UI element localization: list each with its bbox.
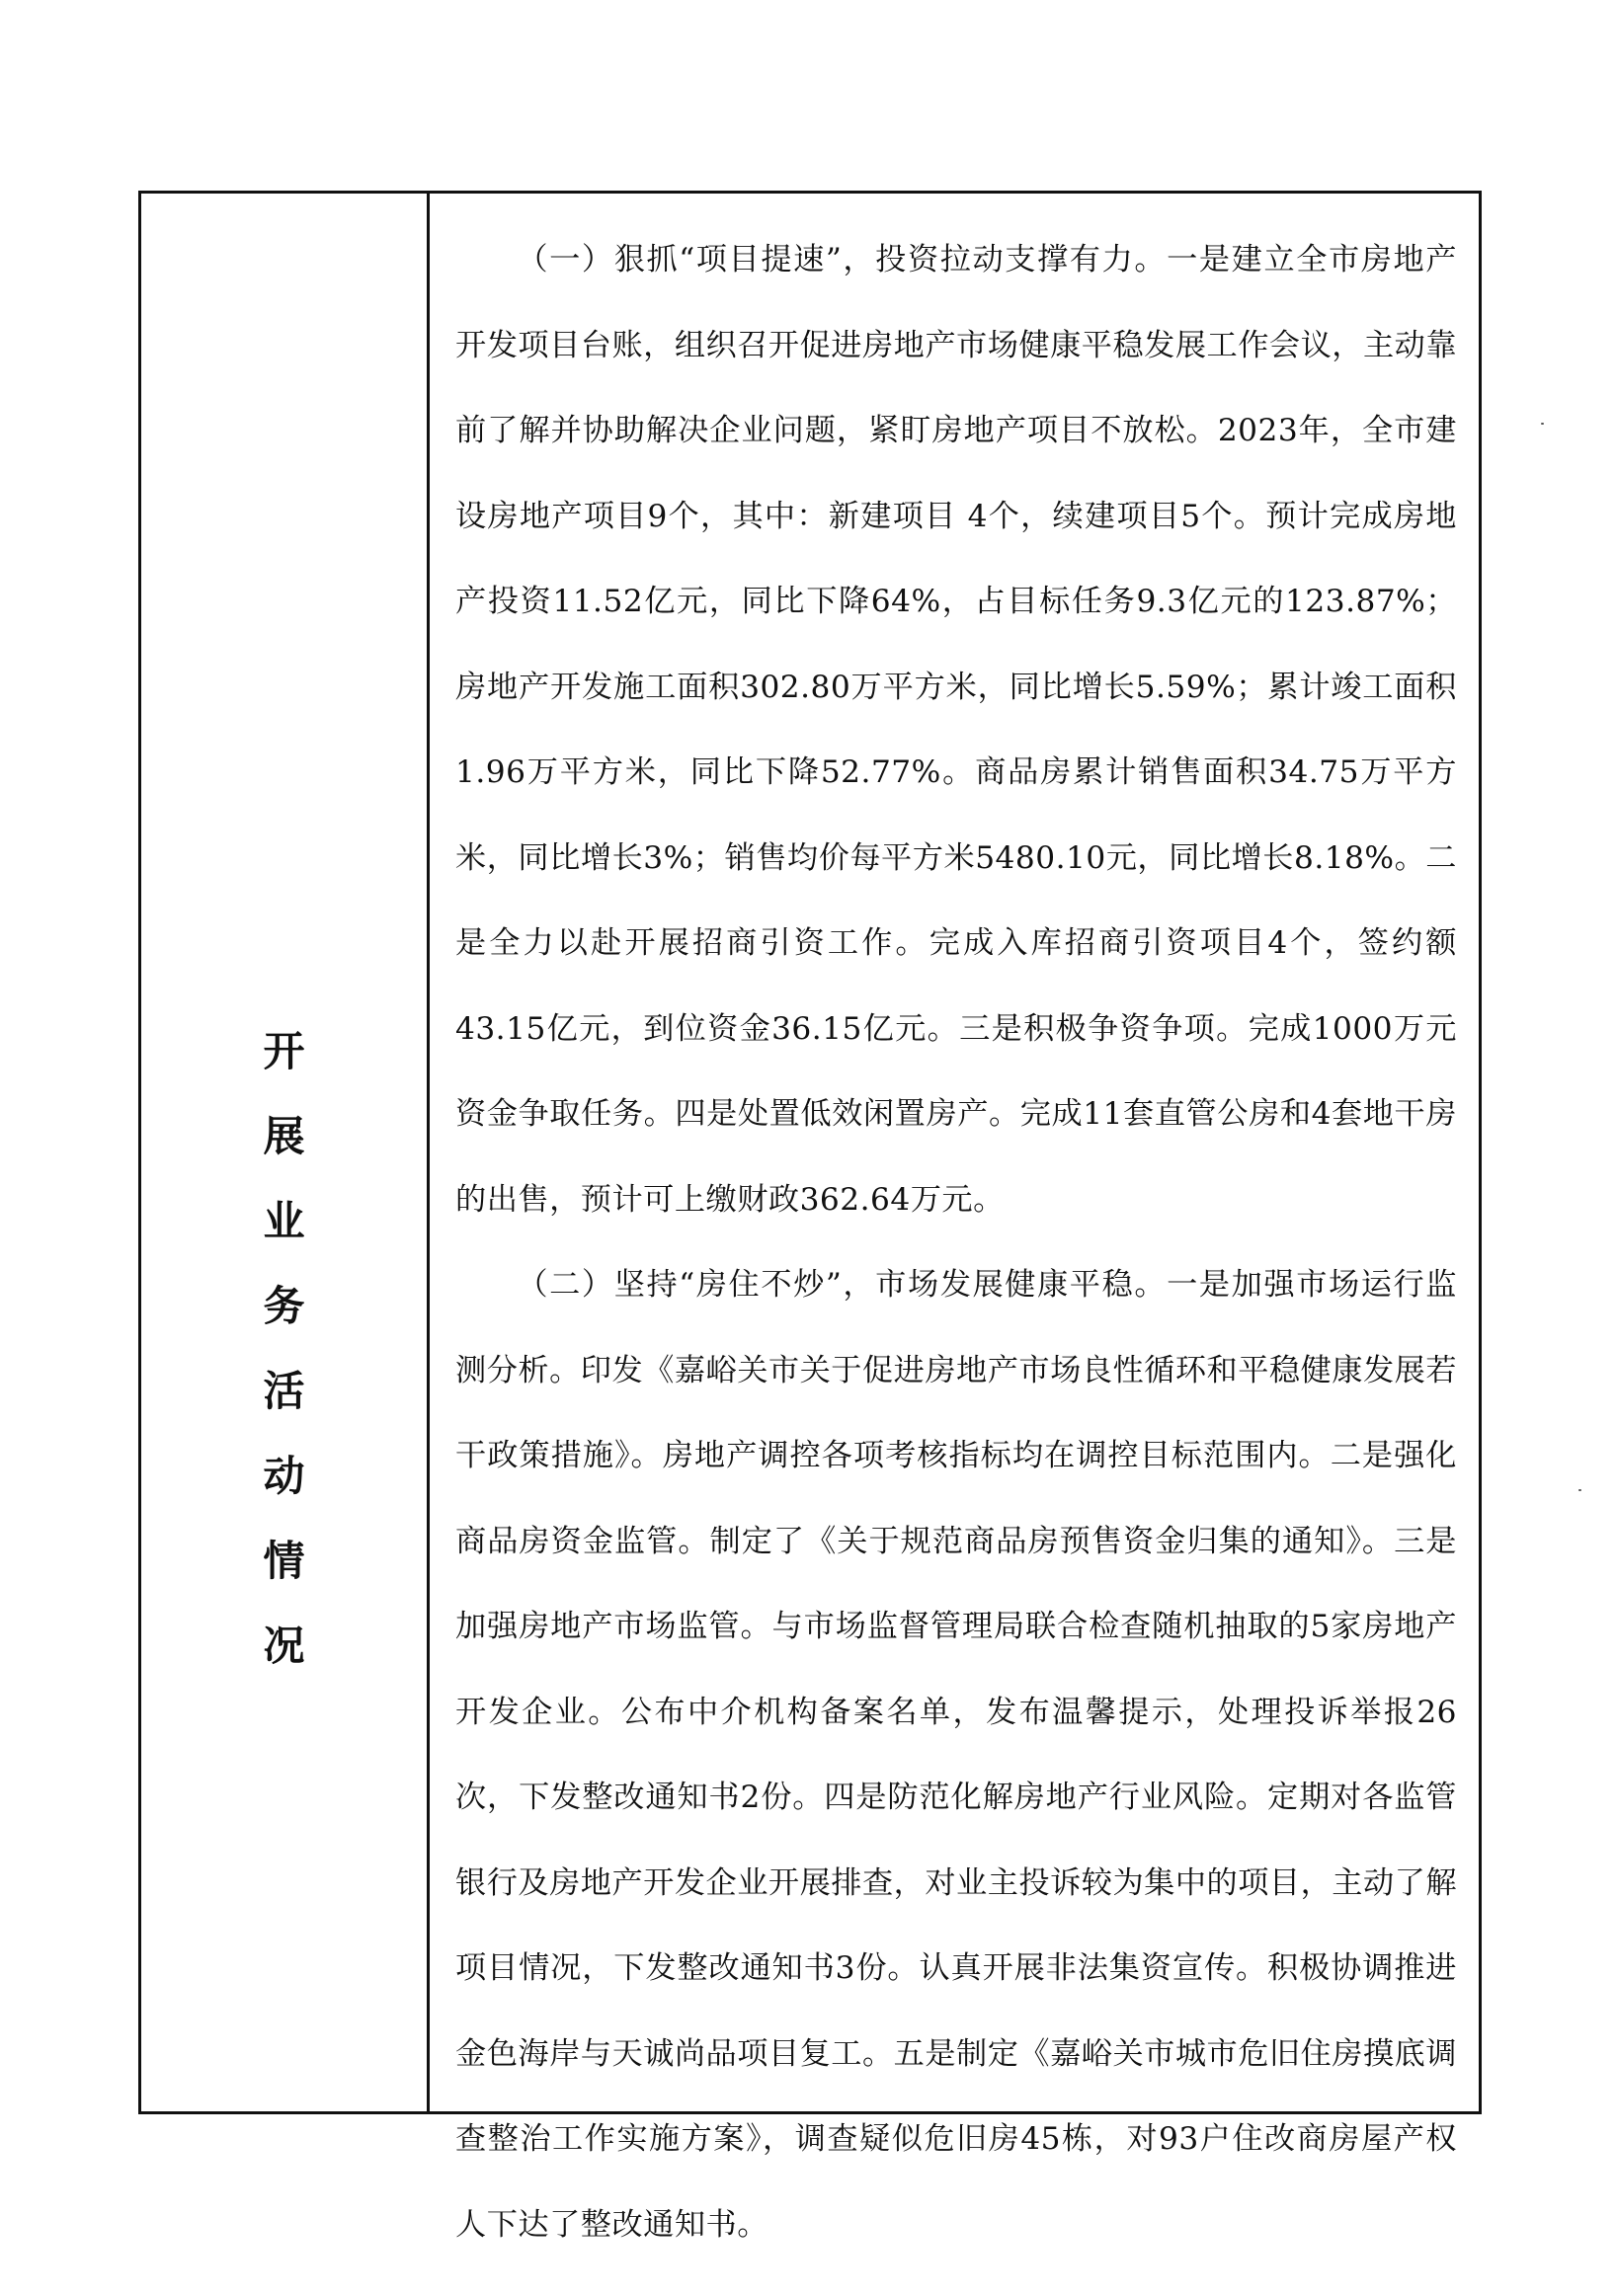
row-label-char: 业	[263, 1197, 305, 1245]
row-label-char: 情	[263, 1537, 305, 1585]
scan-speck	[1578, 1489, 1581, 1491]
scan-speck	[1541, 423, 1544, 425]
report-table	[138, 191, 1482, 2243]
row-label	[141, 1009, 427, 1689]
row-label-char: 务	[263, 1282, 305, 1330]
row-label-char: 况	[263, 1622, 305, 1670]
row-label-char: 动	[263, 1452, 305, 1500]
row-label-char: 展	[263, 1112, 305, 1160]
row-label-char: 开	[263, 1027, 305, 1075]
content-cell	[430, 194, 1479, 2243]
paragraph-market-stability: （二）坚持“房住不炒”，市场发展健康平稳。一是加强市场运行监测分析。印发《嘉峪关市关于促进房地产市场良性循环和平稳健康发展若干政策措施》。房地产调控各项考核指标均在调控目标范围内。二是强化商品房资金监管。制定了《关于规范商品房预售资金归集的通知》。三是加强房地产市场监管。与市场监督管理局联合检查随机抽取的5家房地产开发企业。公布中介机构备案名单，发布温馨提示，处理投诉举报26次，下发整改通知书2份。四是防范化解房地产行业风险。定期对各监管银行及房地产开发企业开展排查，对业主投诉较为集中的项目，主动了解项目情况，下发整改通知书3份。认真开展非法集资宣传。积极协调推进金色海岸与天诚尚品项目复工。五是制定《嘉峪关市城市危旧住房摸底调查整治工作实施方案》，调查疑似危旧房45栋，对93户住改商房屋产权人下达了整改通知书。	[455, 1267, 1458, 2243]
row-label-cell	[141, 194, 430, 2111]
row-label-char: 活	[263, 1367, 305, 1415]
paragraph-project-acceleration: （一）狠抓“项目提速”，投资拉动支撑有力。一是建立全市房地产开发项目台账，组织召开促进房地产市场健康平稳发展工作会议，主动靠前了解并协助解决企业问题，紧盯房地产项目不放松。2023年，全市建设房地产项目9个，其中：新建项目 4个，续建项目5个。预计完成房地产投资11.52亿元，同比下降64%，占目标任务9.3亿元的123.87%；房地产开发施工面积302.80万平方米，同比增长5.59%；累计竣工面积1.96万平方米，同比下降52.77%。商品房累计销售面积34.75万平方米，同比增长3%；销售均价每平方米5480.10元，同比增长8.18%。二是全力以赴开展招商引资工作。完成入库招商引资项目4个，签约额43.15亿元，到位资金36.15亿元。三是积极争资争项。完成1000万元资金争取任务。四是处置低效闲置房产。完成11套直管公房和4套地干房的出售，预计可上缴财政362.64万元。	[455, 242, 1458, 1218]
